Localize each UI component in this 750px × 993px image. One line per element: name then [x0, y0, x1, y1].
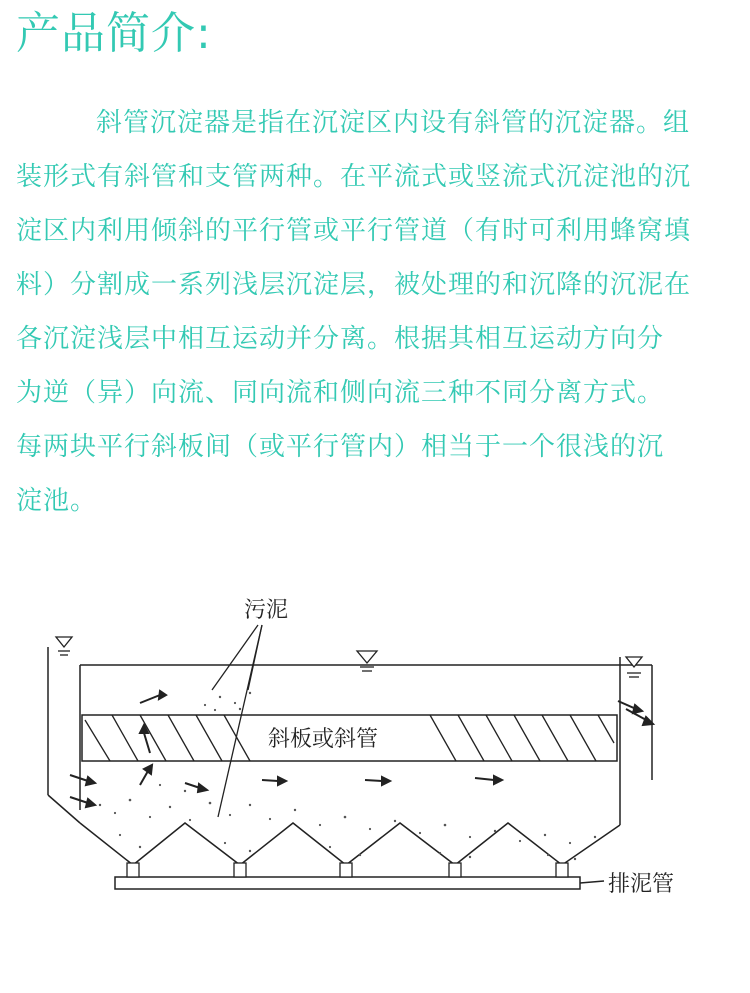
paragraph-line: 为逆（异）向流、同向流和侧向流三种不同分离方式。: [16, 378, 665, 408]
paragraph-line: 料）分割成一系列浅层沉淀层，被处理的和沉降的沉泥在: [16, 270, 692, 300]
page-title: 产品简介:: [16, 8, 212, 59]
hopper-outlets: [127, 863, 568, 877]
hopper-bottom: [80, 823, 620, 865]
inclined-plate-label: 斜板或斜管: [268, 727, 379, 752]
drain-pipe: [115, 877, 580, 889]
water-level-icons: [56, 637, 642, 677]
sludge-particles: [99, 692, 596, 860]
paragraph-line: 淀区内利用倾斜的平行管或平行管道（有时可利用蜂窝填: [16, 216, 692, 246]
drain-pipe-label: 排泥管: [608, 872, 675, 897]
paragraph-line: 装形式有斜管和支管两种。在平流式或竖流式沉淀池的沉: [16, 162, 692, 192]
paragraph-line: 各沉淀浅层中相互运动并分离。根据其相互运动方向分: [16, 324, 665, 354]
sludge-label: 污泥: [244, 598, 289, 623]
paragraph-line: 每两块平行斜板间（或平行管内）相当于一个很浅的沉: [16, 432, 665, 462]
intro-paragraph: [16, 96, 750, 528]
paragraph-line: 淀池。: [16, 486, 98, 516]
paragraph-line: 斜管沉淀器是指在沉淀区内设有斜管的沉淀器。组: [96, 108, 691, 138]
water-level-icon: [56, 637, 72, 647]
sedimentation-tank-diagram: [0, 585, 750, 915]
sludge-leader-lines: [212, 625, 262, 817]
water-level-icon: [357, 651, 377, 663]
